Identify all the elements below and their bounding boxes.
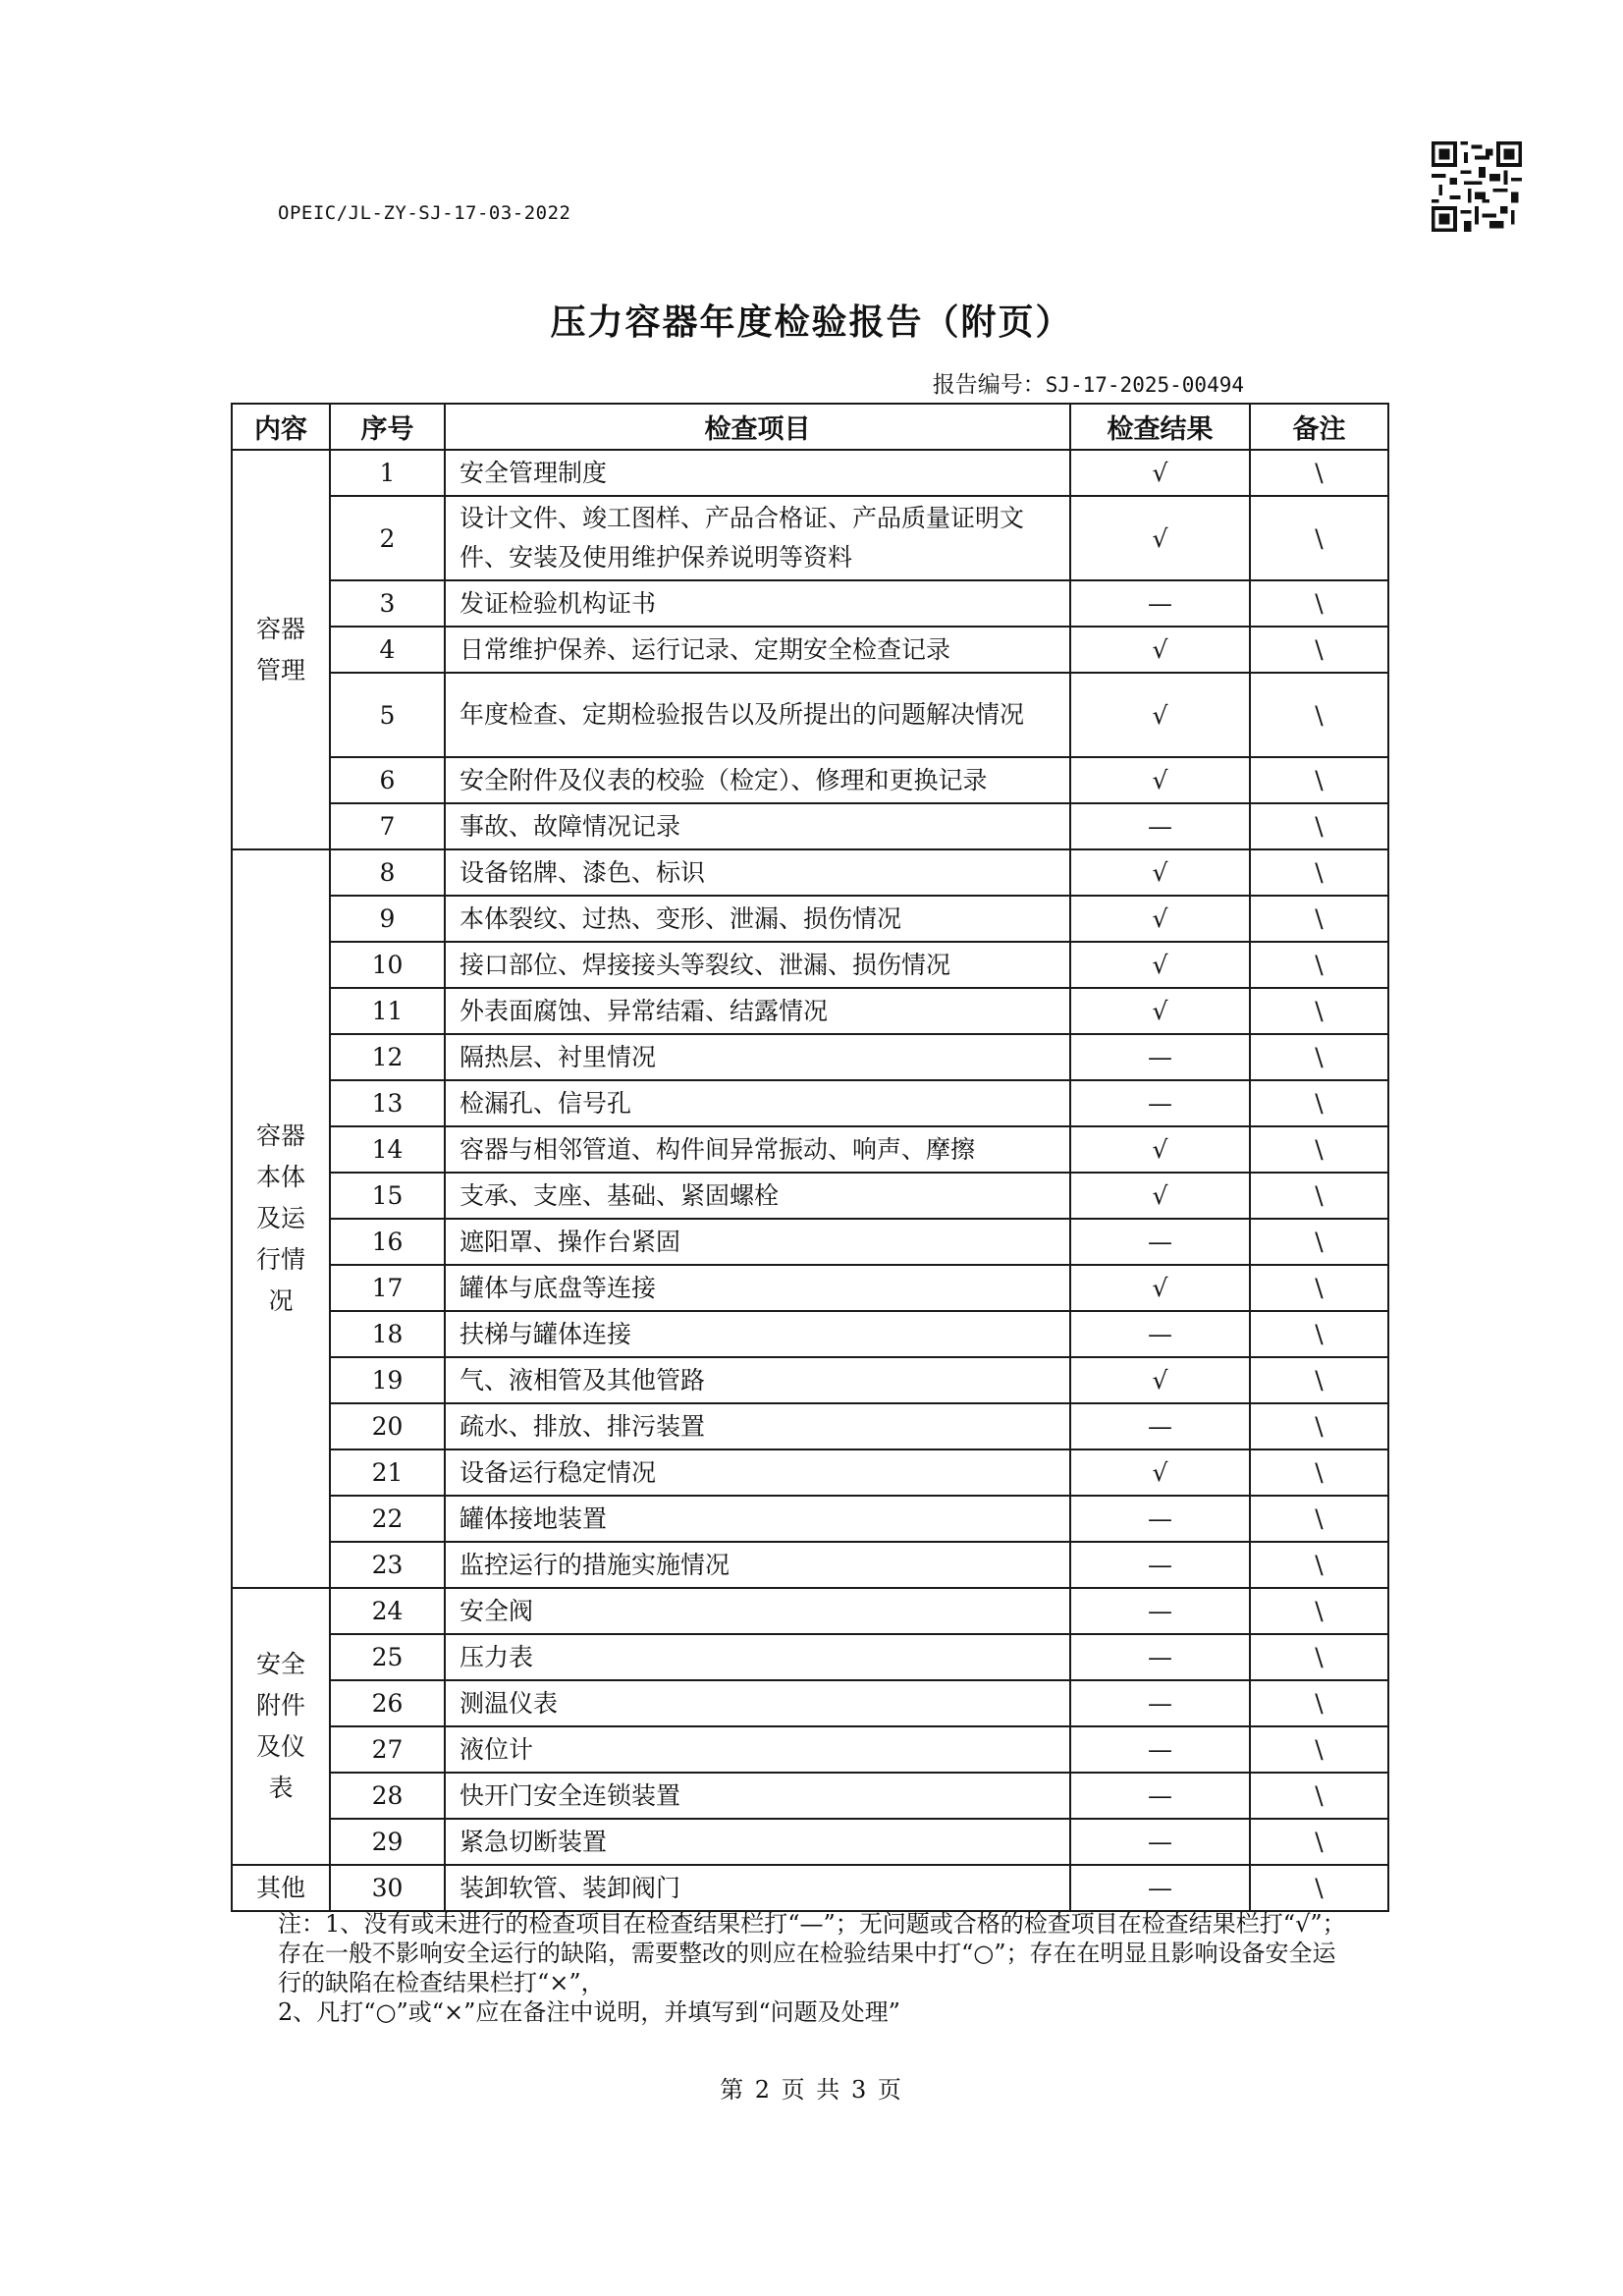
category-container-body: 容器本体及运行情况 bbox=[232, 849, 330, 1588]
row-item: 装卸软管、装卸阀门 bbox=[445, 1865, 1070, 1911]
row-result: √ bbox=[1070, 627, 1250, 673]
row-no: 17 bbox=[330, 1265, 445, 1311]
row-item: 安全管理制度 bbox=[445, 450, 1070, 496]
row-no: 11 bbox=[330, 988, 445, 1034]
row-remark: \ bbox=[1250, 942, 1388, 988]
row-remark: \ bbox=[1250, 1403, 1388, 1449]
row-item: 紧急切断装置 bbox=[445, 1819, 1070, 1865]
row-item: 设备铭牌、漆色、标识 bbox=[445, 849, 1070, 896]
table-row bbox=[232, 1773, 1388, 1819]
row-result: — bbox=[1070, 1865, 1250, 1911]
row-no: 2 bbox=[330, 496, 445, 580]
row-item: 疏水、排放、排污装置 bbox=[445, 1403, 1070, 1449]
row-result: — bbox=[1070, 1773, 1250, 1819]
row-result: — bbox=[1070, 1588, 1250, 1634]
category-other: 其他 bbox=[232, 1865, 330, 1911]
table-row bbox=[232, 1680, 1388, 1726]
row-remark: \ bbox=[1250, 1449, 1388, 1496]
row-item: 事故、故障情况记录 bbox=[445, 803, 1070, 849]
inspection-table bbox=[231, 403, 1389, 1912]
table-row bbox=[232, 496, 1388, 580]
row-item: 安全附件及仪表的校验（检定）、修理和更换记录 bbox=[445, 757, 1070, 803]
row-result: √ bbox=[1070, 942, 1250, 988]
category-safety-accessories: 安全附件及仪表 bbox=[232, 1588, 330, 1865]
row-remark: \ bbox=[1250, 1080, 1388, 1126]
row-no: 4 bbox=[330, 627, 445, 673]
table-row bbox=[232, 580, 1388, 627]
row-remark: \ bbox=[1250, 1726, 1388, 1773]
table-row bbox=[232, 942, 1388, 988]
row-no: 27 bbox=[330, 1726, 445, 1773]
row-remark: \ bbox=[1250, 1680, 1388, 1726]
row-remark: \ bbox=[1250, 1034, 1388, 1080]
row-no: 30 bbox=[330, 1865, 445, 1911]
table-row bbox=[232, 1403, 1388, 1449]
row-result: √ bbox=[1070, 1449, 1250, 1496]
row-no: 28 bbox=[330, 1773, 445, 1819]
row-result: — bbox=[1070, 580, 1250, 627]
row-remark: \ bbox=[1250, 1311, 1388, 1357]
row-remark: \ bbox=[1250, 1265, 1388, 1311]
header-remark: 备注 bbox=[1250, 404, 1388, 450]
table-row bbox=[232, 627, 1388, 673]
row-item: 测温仪表 bbox=[445, 1680, 1070, 1726]
header-seq: 序号 bbox=[330, 404, 445, 450]
page-footer: 第 2 页 共 3 页 bbox=[720, 2076, 903, 2104]
row-result: — bbox=[1070, 1819, 1250, 1865]
row-item: 设备运行稳定情况 bbox=[445, 1449, 1070, 1496]
row-item: 容器与相邻管道、构件间异常振动、响声、摩擦 bbox=[445, 1126, 1070, 1173]
row-no: 22 bbox=[330, 1496, 445, 1542]
row-result: — bbox=[1070, 1726, 1250, 1773]
row-result: √ bbox=[1070, 673, 1250, 757]
row-remark: \ bbox=[1250, 1496, 1388, 1542]
row-remark: \ bbox=[1250, 803, 1388, 849]
row-remark: \ bbox=[1250, 1634, 1388, 1680]
row-no: 7 bbox=[330, 803, 445, 849]
row-result: √ bbox=[1070, 1357, 1250, 1403]
header-content: 内容 bbox=[232, 404, 330, 450]
row-no: 18 bbox=[330, 1311, 445, 1357]
table-row bbox=[232, 1265, 1388, 1311]
row-remark: \ bbox=[1250, 627, 1388, 673]
row-item: 压力表 bbox=[445, 1634, 1070, 1680]
category-container-management: 容器管理 bbox=[232, 450, 330, 849]
row-remark: \ bbox=[1250, 849, 1388, 896]
row-result: √ bbox=[1070, 757, 1250, 803]
row-no: 23 bbox=[330, 1542, 445, 1588]
qr-code-icon bbox=[1432, 141, 1522, 232]
row-item: 气、液相管及其他管路 bbox=[445, 1357, 1070, 1403]
row-no: 24 bbox=[330, 1588, 445, 1634]
table-row bbox=[232, 673, 1388, 757]
row-result: — bbox=[1070, 1219, 1250, 1265]
row-remark: \ bbox=[1250, 1126, 1388, 1173]
row-result: — bbox=[1070, 1403, 1250, 1449]
table-row bbox=[232, 1634, 1388, 1680]
table-row bbox=[232, 1542, 1388, 1588]
row-no: 3 bbox=[330, 580, 445, 627]
row-no: 26 bbox=[330, 1680, 445, 1726]
table-row bbox=[232, 1865, 1388, 1911]
row-no: 21 bbox=[330, 1449, 445, 1496]
row-result: — bbox=[1070, 1034, 1250, 1080]
row-remark: \ bbox=[1250, 1542, 1388, 1588]
row-item: 日常维护保养、运行记录、定期安全检查记录 bbox=[445, 627, 1070, 673]
row-item: 罐体接地装置 bbox=[445, 1496, 1070, 1542]
row-remark: \ bbox=[1250, 580, 1388, 627]
row-item: 年度检查、定期检验报告以及所提出的问题解决情况 bbox=[445, 673, 1070, 757]
table-row bbox=[232, 1496, 1388, 1542]
note-2: 2、凡打“○”或“×”应在备注中说明，并填写到“问题及处理” bbox=[278, 1998, 900, 2026]
row-item: 发证检验机构证书 bbox=[445, 580, 1070, 627]
table-row bbox=[232, 1219, 1388, 1265]
row-remark: \ bbox=[1250, 450, 1388, 496]
report-number-value: SJ-17-2025-00494 bbox=[1045, 373, 1244, 397]
row-item: 遮阳罩、操作台紧固 bbox=[445, 1219, 1070, 1265]
row-item: 外表面腐蚀、异常结霜、结露情况 bbox=[445, 988, 1070, 1034]
row-result: — bbox=[1070, 1311, 1250, 1357]
report-number bbox=[933, 366, 1244, 399]
row-result: — bbox=[1070, 1680, 1250, 1726]
row-result: √ bbox=[1070, 450, 1250, 496]
row-no: 16 bbox=[330, 1219, 445, 1265]
row-no: 13 bbox=[330, 1080, 445, 1126]
header-result: 检查结果 bbox=[1070, 404, 1250, 450]
row-no: 29 bbox=[330, 1819, 445, 1865]
row-item: 罐体与底盘等连接 bbox=[445, 1265, 1070, 1311]
row-item: 支承、支座、基础、紧固螺栓 bbox=[445, 1173, 1070, 1219]
table-row bbox=[232, 1357, 1388, 1403]
table-row bbox=[232, 1080, 1388, 1126]
row-remark: \ bbox=[1250, 1357, 1388, 1403]
row-remark: \ bbox=[1250, 1865, 1388, 1911]
table-row bbox=[232, 803, 1388, 849]
row-remark: \ bbox=[1250, 673, 1388, 757]
row-remark: \ bbox=[1250, 1173, 1388, 1219]
row-result: √ bbox=[1070, 1126, 1250, 1173]
row-item: 快开门安全连锁装置 bbox=[445, 1773, 1070, 1819]
table-row bbox=[232, 1819, 1388, 1865]
row-item: 液位计 bbox=[445, 1726, 1070, 1773]
row-item: 安全阀 bbox=[445, 1588, 1070, 1634]
row-no: 5 bbox=[330, 673, 445, 757]
row-item: 隔热层、衬里情况 bbox=[445, 1034, 1070, 1080]
table-row bbox=[232, 1173, 1388, 1219]
table-header-row bbox=[232, 404, 1388, 450]
row-item: 扶梯与罐体连接 bbox=[445, 1311, 1070, 1357]
row-no: 25 bbox=[330, 1634, 445, 1680]
row-no: 6 bbox=[330, 757, 445, 803]
notes bbox=[278, 1909, 1348, 2027]
document-code: OPEIC/JL-ZY-SJ-17-03-2022 bbox=[278, 202, 571, 224]
report-number-label: 报告编号： bbox=[932, 372, 1046, 398]
row-no: 9 bbox=[330, 896, 445, 942]
row-result: — bbox=[1070, 1634, 1250, 1680]
row-result: — bbox=[1070, 803, 1250, 849]
row-remark: \ bbox=[1250, 1773, 1388, 1819]
row-remark: \ bbox=[1250, 988, 1388, 1034]
row-item: 本体裂纹、过热、变形、泄漏、损伤情况 bbox=[445, 896, 1070, 942]
table-row bbox=[232, 1726, 1388, 1773]
row-no: 12 bbox=[330, 1034, 445, 1080]
table-row bbox=[232, 1588, 1388, 1634]
table-row bbox=[232, 450, 1388, 496]
row-no: 8 bbox=[330, 849, 445, 896]
table-row bbox=[232, 757, 1388, 803]
row-item: 监控运行的措施实施情况 bbox=[445, 1542, 1070, 1588]
row-result: √ bbox=[1070, 988, 1250, 1034]
row-result: √ bbox=[1070, 1265, 1250, 1311]
row-remark: \ bbox=[1250, 757, 1388, 803]
page-title: 压力容器年度检验报告（附页） bbox=[550, 302, 1073, 343]
row-no: 20 bbox=[330, 1403, 445, 1449]
row-item: 检漏孔、信号孔 bbox=[445, 1080, 1070, 1126]
row-no: 10 bbox=[330, 942, 445, 988]
table-row bbox=[232, 849, 1388, 896]
table-row bbox=[232, 896, 1388, 942]
note-1: 注：1、没有或未进行的检查项目在检查结果栏打“—”；无问题或合格的检查项目在检查结果栏打“√”；存在一般不影响安全运行的缺陷，需要整改的则应在检验结果中打“○”；存在在明显且影响设备安全运行的缺陷在检查结果栏打“×”， bbox=[278, 1910, 1346, 1996]
row-result: — bbox=[1070, 1496, 1250, 1542]
row-result: — bbox=[1070, 1080, 1250, 1126]
row-remark: \ bbox=[1250, 1219, 1388, 1265]
row-no: 19 bbox=[330, 1357, 445, 1403]
row-remark: \ bbox=[1250, 1819, 1388, 1865]
row-no: 14 bbox=[330, 1126, 445, 1173]
row-no: 15 bbox=[330, 1173, 445, 1219]
row-item: 接口部位、焊接接头等裂纹、泄漏、损伤情况 bbox=[445, 942, 1070, 988]
table-row bbox=[232, 1126, 1388, 1173]
row-no: 1 bbox=[330, 450, 445, 496]
table-row bbox=[232, 988, 1388, 1034]
row-result: √ bbox=[1070, 496, 1250, 580]
header-item: 检查项目 bbox=[445, 404, 1070, 450]
row-remark: \ bbox=[1250, 896, 1388, 942]
row-result: — bbox=[1070, 1542, 1250, 1588]
row-remark: \ bbox=[1250, 496, 1388, 580]
table-row bbox=[232, 1034, 1388, 1080]
row-remark: \ bbox=[1250, 1588, 1388, 1634]
row-result: √ bbox=[1070, 1173, 1250, 1219]
table-row bbox=[232, 1311, 1388, 1357]
row-item: 设计文件、竣工图样、产品合格证、产品质量证明文件、安装及使用维护保养说明等资料 bbox=[445, 496, 1070, 580]
table-row bbox=[232, 1449, 1388, 1496]
row-result: √ bbox=[1070, 896, 1250, 942]
row-result: √ bbox=[1070, 849, 1250, 896]
